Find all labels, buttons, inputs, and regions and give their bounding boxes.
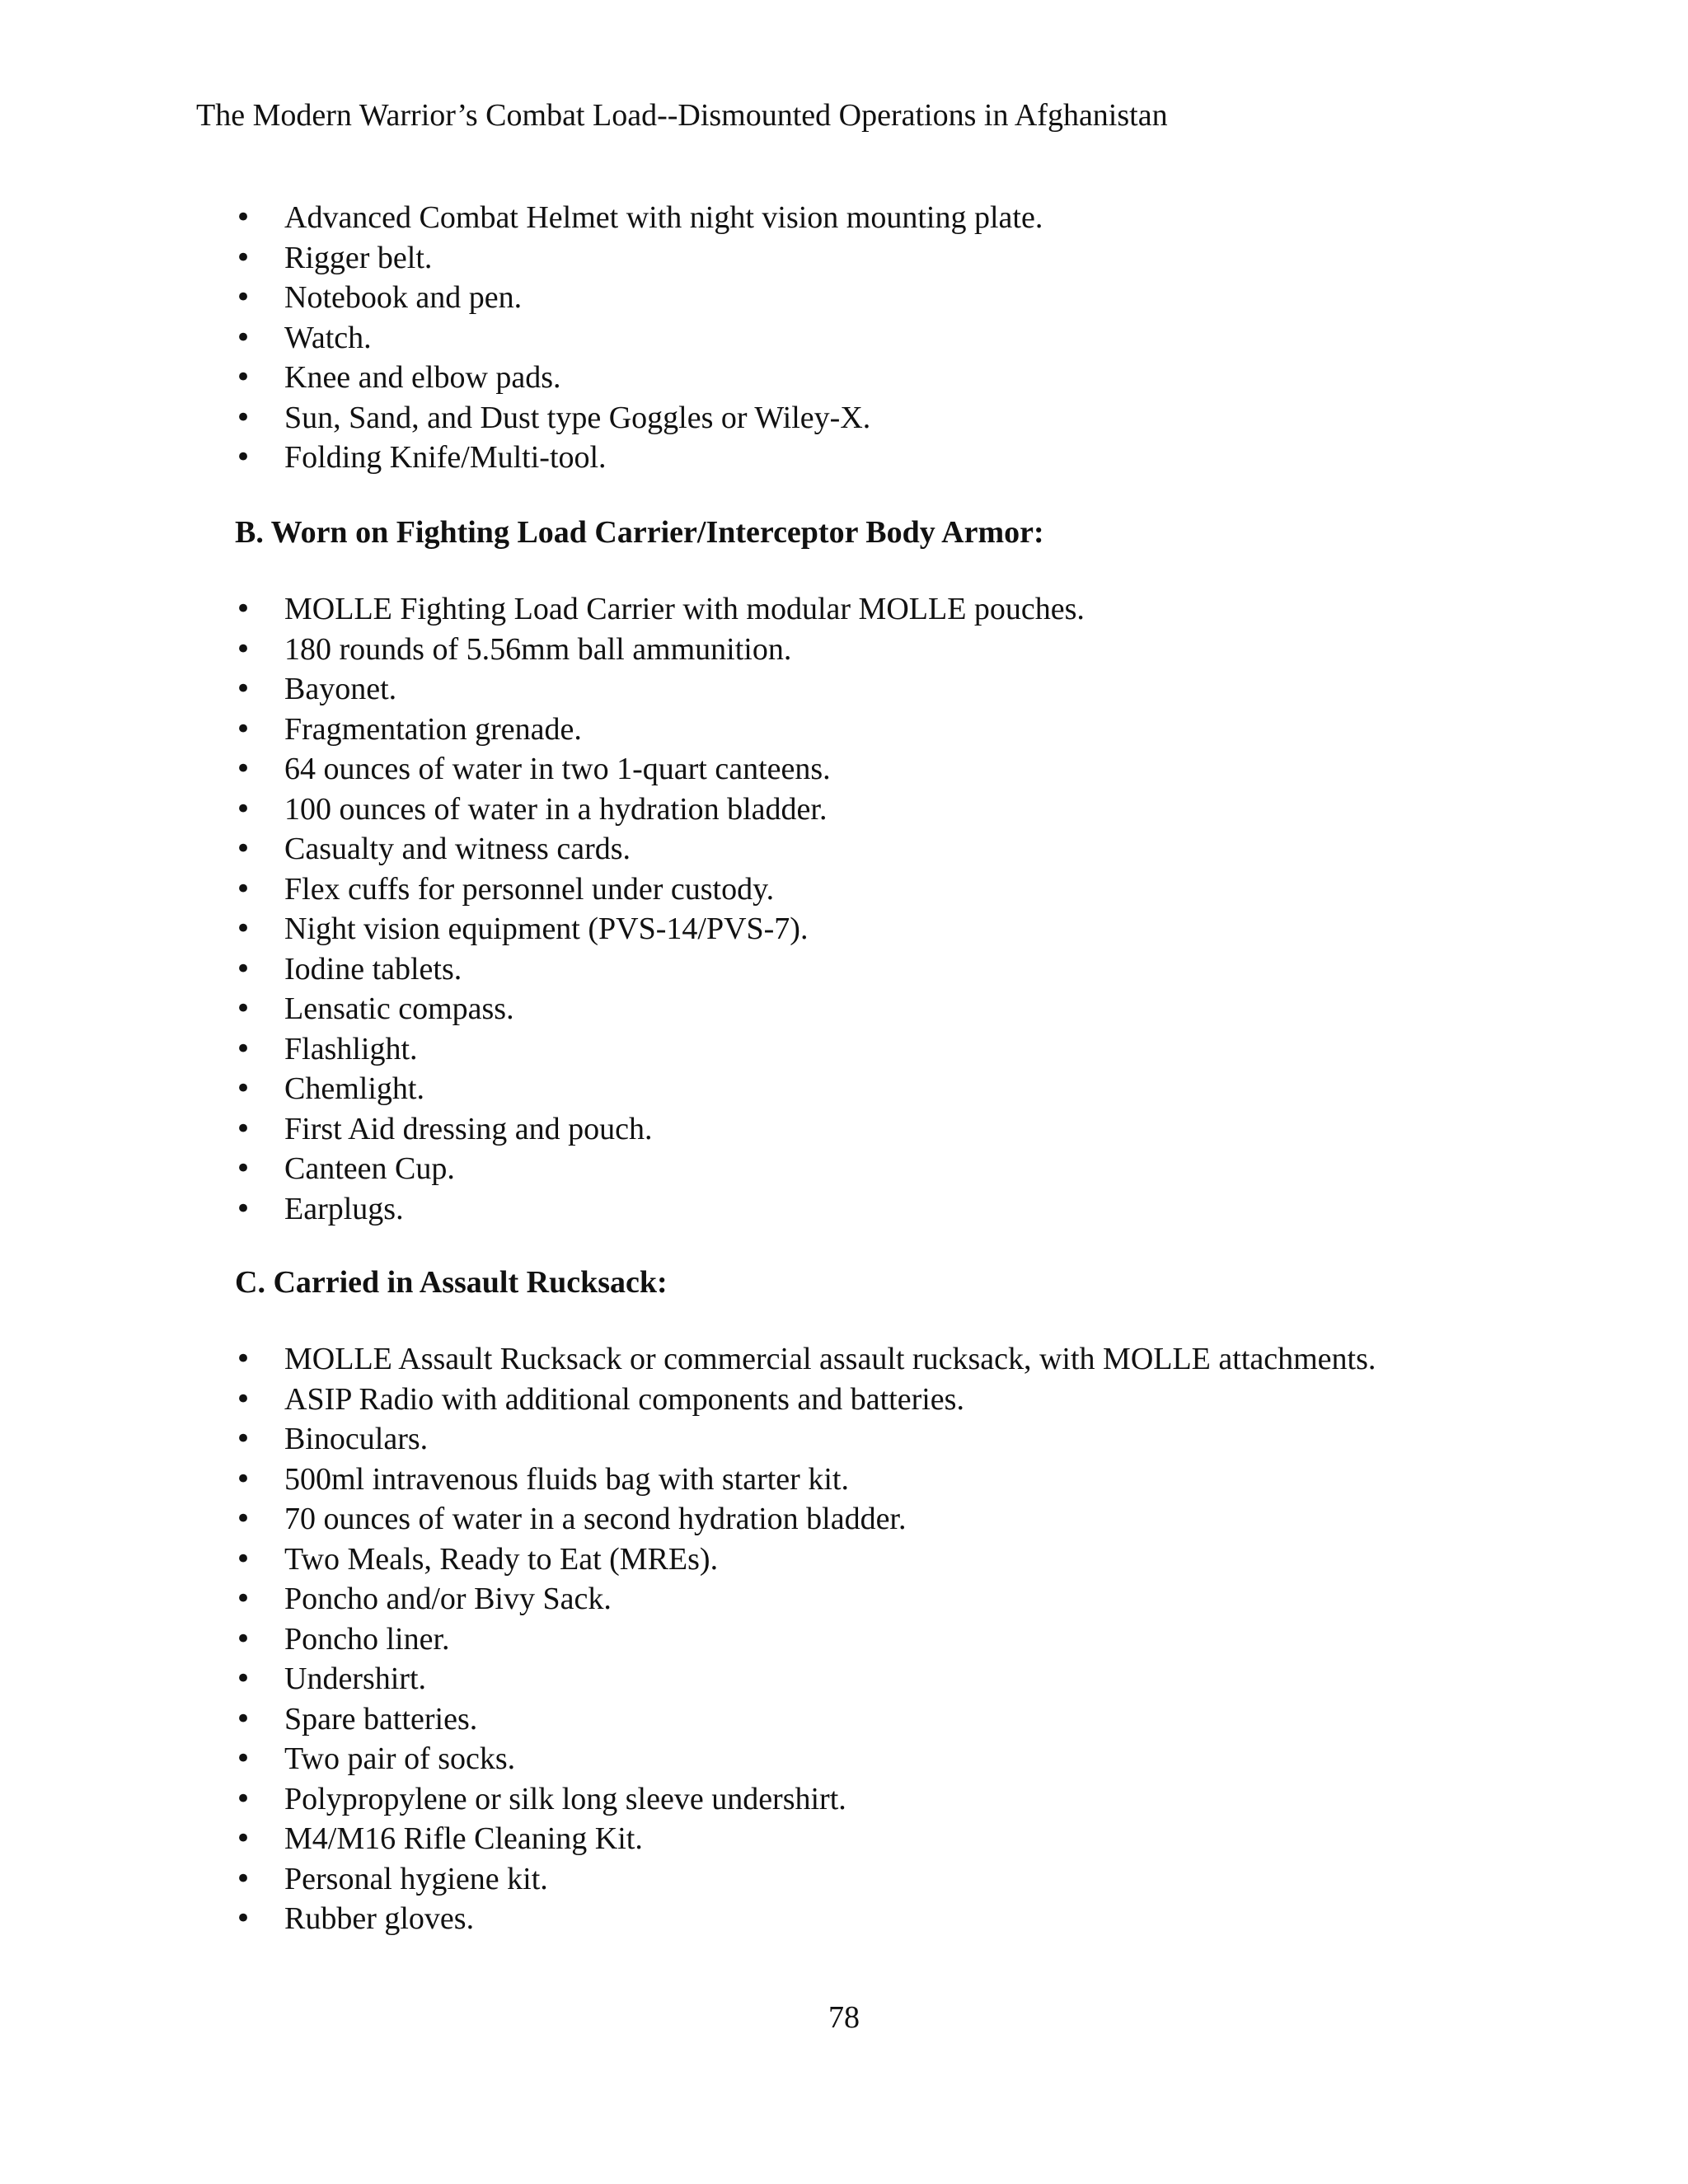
list-item: • Flex cuffs for personnel under custody. [235, 869, 1085, 910]
list-item: • Undershirt. [235, 1659, 1376, 1699]
page-number: 78 [828, 2000, 860, 2035]
list-item: • M4/M16 Rifle Cleaning Kit. [235, 1819, 1376, 1859]
list-item: • Personal hygiene kit. [235, 1859, 1376, 1900]
list-item: • Canteen Cup. [235, 1149, 1085, 1189]
list-item: • Fragmentation grenade. [235, 710, 1085, 750]
list-item: • Earplugs. [235, 1189, 1085, 1230]
list-item: • Spare batteries. [235, 1699, 1376, 1740]
list-item: • 500ml intravenous fluids bag with starter kit. [235, 1460, 1376, 1500]
list-item: • MOLLE Fighting Load Carrier with modular MOLLE pouches. [235, 589, 1085, 630]
bullet-list-section-c [235, 1339, 1376, 1939]
list-item: • Flashlight. [235, 1029, 1085, 1070]
list-item: • 180 rounds of 5.56mm ball ammunition. [235, 630, 1085, 670]
list-item: • Lensatic compass. [235, 989, 1085, 1029]
list-item: • Iodine tablets. [235, 949, 1085, 990]
list-item: • Sun, Sand, and Dust type Goggles or Wiley-X. [235, 398, 1043, 438]
list-item: • Poncho liner. [235, 1619, 1376, 1660]
list-item: • Watch. [235, 318, 1043, 359]
list-item: • Polypropylene or silk long sleeve undershirt. [235, 1779, 1376, 1820]
list-item: • 70 ounces of water in a second hydration bladder. [235, 1499, 1376, 1540]
list-item: • Poncho and/or Bivy Sack. [235, 1579, 1376, 1619]
page-header-title: The Modern Warrior’s Combat Load--Dismounted Operations in Afghanistan [196, 98, 1168, 133]
list-item: • Binoculars. [235, 1419, 1376, 1460]
list-item: • Night vision equipment (PVS-14/PVS-7). [235, 909, 1085, 949]
list-item: • Rigger belt. [235, 238, 1043, 279]
list-item: • Two Meals, Ready to Eat (MREs). [235, 1540, 1376, 1580]
list-item: • MOLLE Assault Rucksack or commercial assault rucksack, with MOLLE attachments. [235, 1339, 1376, 1380]
list-item: • Folding Knife/Multi-tool. [235, 438, 1043, 478]
list-item: • Advanced Combat Helmet with night vision mounting plate. [235, 198, 1043, 238]
list-item: • ASIP Radio with additional components and batteries. [235, 1380, 1376, 1420]
list-item: • Rubber gloves. [235, 1899, 1376, 1939]
bullet-list-section-a [235, 198, 1043, 478]
list-item: • Bayonet. [235, 669, 1085, 710]
list-item: • Knee and elbow pads. [235, 358, 1043, 398]
list-item: • Chemlight. [235, 1069, 1085, 1109]
list-item: • Two pair of socks. [235, 1739, 1376, 1779]
list-item: • 100 ounces of water in a hydration bladder. [235, 790, 1085, 830]
section-c-heading: C. Carried in Assault Rucksack: [235, 1265, 668, 1300]
list-item: • First Aid dressing and pouch. [235, 1109, 1085, 1150]
list-item: • Notebook and pen. [235, 278, 1043, 318]
section-b-heading: B. Worn on Fighting Load Carrier/Interceptor Body Armor: [235, 515, 1044, 550]
list-item: • Casualty and witness cards. [235, 829, 1085, 869]
list-item: • 64 ounces of water in two 1-quart canteens. [235, 749, 1085, 790]
bullet-list-section-b [235, 589, 1085, 1229]
